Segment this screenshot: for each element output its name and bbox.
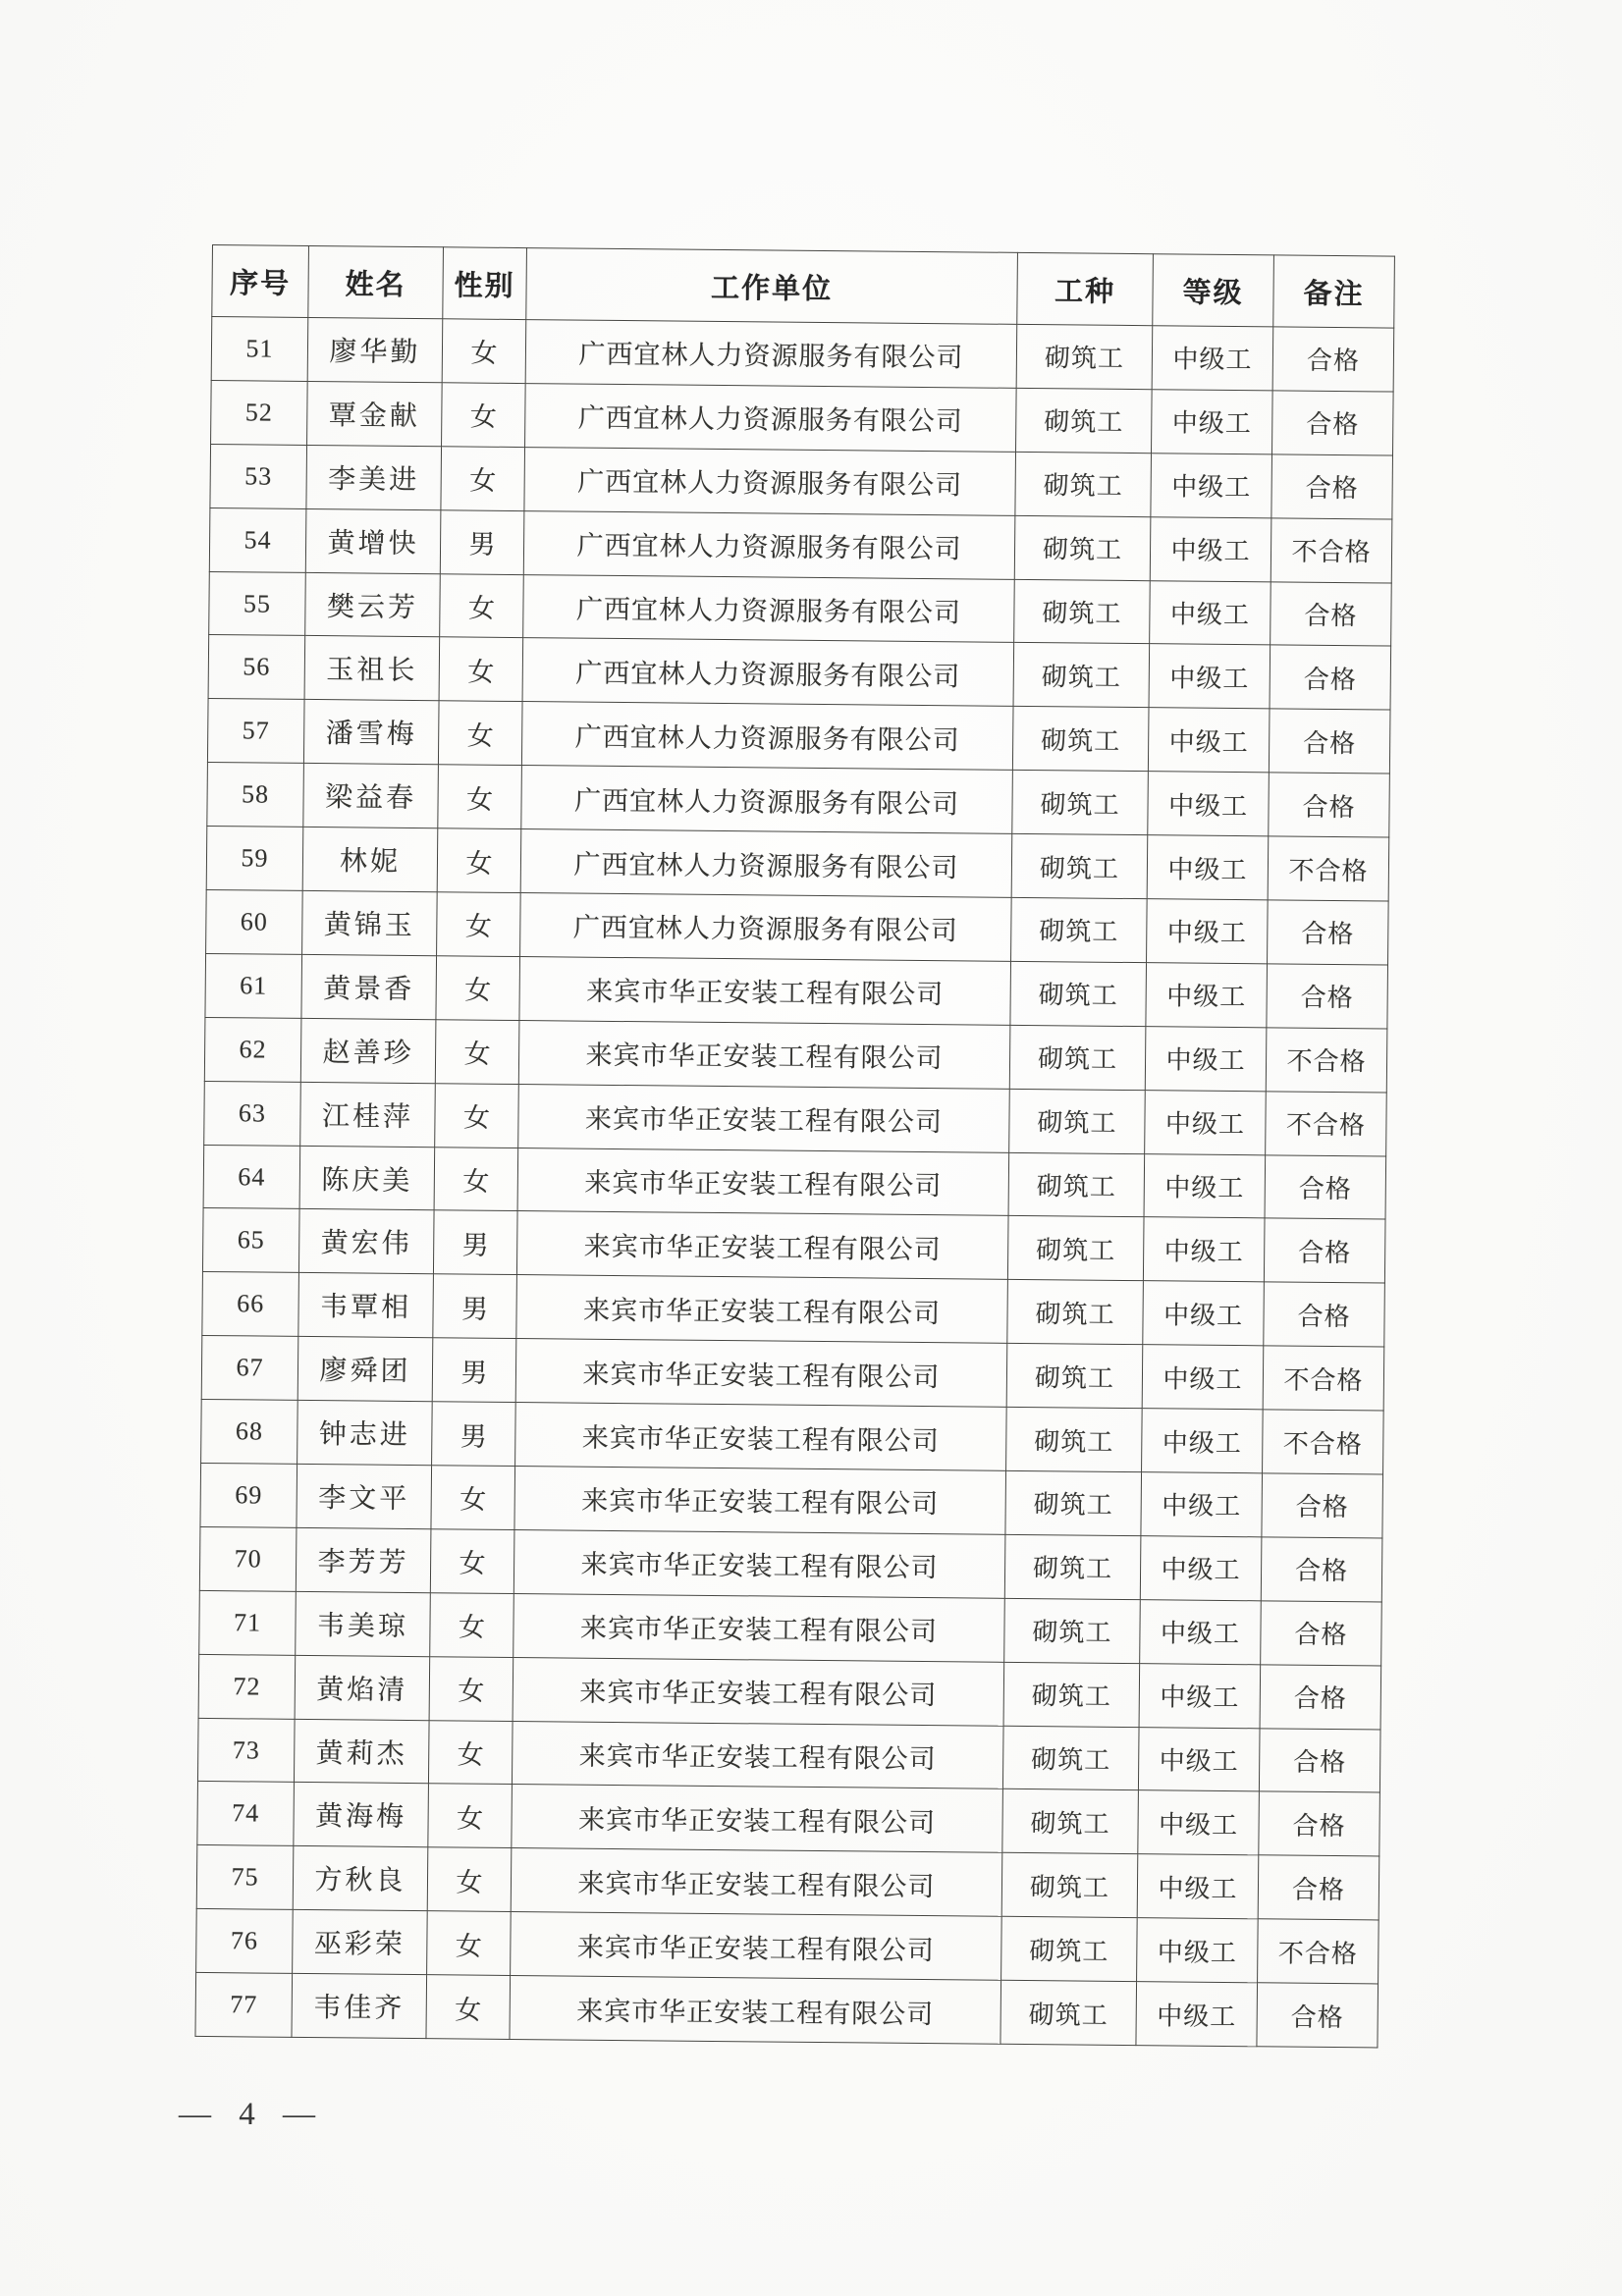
cell-gender: 女 [435, 1083, 519, 1148]
cell-serial-number: 53 [210, 444, 307, 508]
cell-name: 廖舜团 [297, 1337, 433, 1402]
cell-remark: 合格 [1269, 709, 1390, 774]
cell-gender: 女 [441, 447, 525, 511]
cell-remark: 不合格 [1268, 836, 1389, 901]
cell-work-unit: 广西宜林人力资源服务有限公司 [520, 829, 1012, 898]
table-row [208, 635, 1391, 710]
cell-job-type: 砌筑工 [1003, 1662, 1140, 1727]
cell-gender: 男 [440, 509, 524, 574]
cell-serial-number: 52 [211, 380, 308, 445]
cell-grade: 中级工 [1142, 1409, 1264, 1473]
cell-grade: 中级工 [1152, 326, 1273, 391]
column-header-gender: 性别 [443, 247, 527, 320]
table-row [203, 1145, 1386, 1219]
cell-work-unit: 广西宜林人力资源服务有限公司 [525, 383, 1017, 452]
cell-serial-number: 70 [199, 1526, 297, 1591]
qualification-results-table [194, 244, 1394, 2049]
cell-gender: 女 [427, 1847, 512, 1912]
cell-remark: 合格 [1264, 1218, 1385, 1283]
cell-work-unit: 广西宜林人力资源服务有限公司 [520, 893, 1012, 962]
cell-job-type: 砌筑工 [1012, 707, 1149, 772]
cell-job-type: 砌筑工 [1005, 1470, 1142, 1535]
cell-grade: 中级工 [1151, 453, 1272, 517]
table-row [201, 1400, 1384, 1474]
cell-job-type: 砌筑工 [1014, 515, 1151, 580]
cell-gender: 女 [442, 319, 526, 384]
cell-work-unit: 来宾市华正安装工程有限公司 [518, 1020, 1010, 1089]
cell-job-type: 砌筑工 [1012, 771, 1149, 835]
table-row [211, 380, 1394, 454]
cell-gender: 女 [437, 828, 521, 893]
cell-grade: 中级工 [1141, 1472, 1263, 1537]
cell-serial-number: 55 [209, 571, 306, 636]
cell-name: 李文平 [297, 1464, 432, 1528]
cell-name: 梁益春 [303, 764, 439, 828]
cell-name: 黄增快 [305, 508, 441, 573]
cell-grade: 中级工 [1148, 772, 1270, 836]
cell-name: 林妮 [302, 828, 438, 892]
cell-grade: 中级工 [1140, 1536, 1262, 1601]
cell-job-type: 砌筑工 [1013, 643, 1150, 708]
cell-grade: 中级工 [1140, 1599, 1262, 1664]
cell-gender: 女 [434, 1147, 518, 1211]
cell-remark: 合格 [1271, 391, 1393, 455]
cell-work-unit: 来宾市华正安装工程有限公司 [517, 1148, 1009, 1216]
cell-serial-number: 63 [204, 1081, 301, 1146]
cell-serial-number: 71 [199, 1590, 297, 1655]
cell-work-unit: 来宾市华正安装工程有限公司 [516, 1275, 1008, 1344]
cell-gender: 女 [428, 1720, 513, 1785]
cell-job-type: 砌筑工 [1008, 1152, 1145, 1217]
cell-job-type: 砌筑工 [1006, 1344, 1143, 1409]
cell-name: 方秋良 [293, 1846, 428, 1911]
cell-grade: 中级工 [1138, 1727, 1260, 1791]
cell-name: 韦佳齐 [292, 1974, 427, 2039]
cell-grade: 中级工 [1138, 1790, 1260, 1855]
table-row [202, 1272, 1385, 1347]
cell-serial-number: 75 [196, 1845, 294, 1910]
table-body [195, 317, 1394, 2049]
cell-serial-number: 68 [201, 1400, 298, 1465]
column-header-name: 姓名 [308, 245, 444, 318]
cell-gender: 女 [430, 1529, 514, 1594]
cell-work-unit: 来宾市华正安装工程有限公司 [515, 1339, 1007, 1408]
cell-grade: 中级工 [1143, 1281, 1265, 1346]
cell-gender: 女 [431, 1466, 515, 1530]
cell-grade: 中级工 [1137, 1918, 1259, 1983]
cell-serial-number: 74 [197, 1782, 295, 1846]
cell-serial-number: 77 [195, 1973, 293, 2038]
cell-work-unit: 广西宜林人力资源服务有限公司 [523, 510, 1015, 579]
column-header-grade: 等级 [1153, 254, 1274, 327]
cell-grade: 中级工 [1143, 1217, 1265, 1282]
cell-serial-number: 65 [202, 1208, 299, 1273]
cell-gender: 女 [439, 637, 523, 702]
cell-job-type: 砌筑工 [1016, 388, 1153, 453]
cell-job-type: 砌筑工 [1004, 1598, 1141, 1663]
cell-job-type: 砌筑工 [1004, 1534, 1141, 1599]
cell-name: 李美进 [306, 445, 442, 509]
column-header-work-unit: 工作单位 [526, 248, 1018, 325]
table-row [206, 827, 1389, 901]
table-row [200, 1463, 1383, 1537]
cell-grade: 中级工 [1148, 708, 1270, 773]
cell-work-unit: 来宾市华正安装工程有限公司 [512, 1721, 1003, 1789]
table-row [196, 1845, 1379, 1920]
cell-work-unit: 来宾市华正安装工程有限公司 [511, 1848, 1002, 1917]
cell-remark: 合格 [1272, 327, 1394, 392]
cell-job-type: 砌筑工 [1014, 579, 1151, 644]
table-row [210, 444, 1393, 518]
cell-job-type: 砌筑工 [1009, 1025, 1146, 1090]
cell-name: 钟志进 [297, 1401, 433, 1466]
cell-work-unit: 广西宜林人力资源服务有限公司 [521, 766, 1013, 834]
table-row [205, 953, 1388, 1028]
cell-job-type: 砌筑工 [1002, 1789, 1139, 1854]
cell-gender: 男 [432, 1338, 516, 1403]
cell-name: 黄宏伟 [298, 1209, 434, 1274]
page-number: — 4 — [179, 2097, 325, 2132]
cell-gender: 男 [432, 1402, 516, 1467]
cell-name: 李芳芳 [296, 1527, 431, 1592]
results-table-container [194, 244, 1394, 2049]
cell-gender: 女 [428, 1784, 513, 1848]
cell-remark: 合格 [1258, 1855, 1379, 1920]
table-row [201, 1336, 1384, 1411]
table-row [199, 1526, 1382, 1601]
cell-work-unit: 来宾市华正安装工程有限公司 [511, 1912, 1002, 1981]
cell-job-type: 砌筑工 [1016, 324, 1153, 389]
cell-job-type: 砌筑工 [1007, 1216, 1144, 1281]
table-row [209, 507, 1392, 582]
cell-work-unit: 来宾市华正安装工程有限公司 [515, 1403, 1007, 1471]
table-row [195, 1973, 1379, 2048]
cell-work-unit: 广西宜林人力资源服务有限公司 [521, 702, 1013, 771]
cell-remark: 合格 [1265, 1154, 1386, 1219]
cell-remark: 合格 [1269, 773, 1390, 837]
cell-name: 陈庆美 [299, 1146, 435, 1210]
table-row [197, 1718, 1380, 1792]
cell-grade: 中级工 [1150, 516, 1271, 581]
cell-gender: 女 [429, 1656, 514, 1721]
cell-serial-number: 73 [197, 1718, 295, 1783]
cell-gender: 女 [426, 1975, 511, 2040]
cell-grade: 中级工 [1142, 1345, 1264, 1410]
cell-gender: 男 [433, 1210, 517, 1275]
table-row [196, 1909, 1379, 1984]
cell-name: 黄海梅 [294, 1783, 429, 1847]
cell-work-unit: 来宾市华正安装工程有限公司 [519, 956, 1011, 1025]
cell-remark: 合格 [1260, 1665, 1381, 1730]
cell-serial-number: 54 [209, 507, 306, 572]
cell-work-unit: 来宾市华正安装工程有限公司 [514, 1467, 1006, 1535]
cell-job-type: 砌筑工 [1001, 1853, 1138, 1918]
cell-remark: 合格 [1259, 1728, 1380, 1792]
cell-work-unit: 广西宜林人力资源服务有限公司 [525, 320, 1017, 389]
cell-grade: 中级工 [1145, 1090, 1267, 1154]
cell-gender: 女 [438, 701, 522, 766]
cell-gender: 女 [435, 1020, 519, 1085]
table-row [197, 1782, 1380, 1856]
cell-remark: 合格 [1259, 1791, 1380, 1856]
cell-grade: 中级工 [1136, 1982, 1258, 2047]
cell-grade: 中级工 [1149, 644, 1271, 709]
cell-remark: 合格 [1268, 900, 1389, 965]
cell-remark: 不合格 [1263, 1346, 1384, 1411]
cell-serial-number: 72 [198, 1654, 296, 1719]
cell-name: 玉祖长 [304, 636, 440, 701]
cell-remark: 合格 [1261, 1537, 1382, 1602]
cell-work-unit: 来宾市华正安装工程有限公司 [514, 1529, 1005, 1598]
table-row [207, 763, 1390, 837]
column-header-job-type: 工种 [1017, 252, 1154, 325]
table-row [209, 571, 1392, 646]
table-row [204, 1017, 1387, 1092]
cell-work-unit: 来宾市华正安装工程有限公司 [514, 1593, 1005, 1662]
cell-job-type: 砌筑工 [1010, 961, 1147, 1026]
cell-work-unit: 广西宜林人力资源服务有限公司 [523, 574, 1015, 643]
cell-name: 廖华勤 [307, 317, 443, 382]
cell-serial-number: 58 [207, 763, 304, 828]
cell-name: 黄景香 [301, 954, 437, 1019]
table-row [204, 1081, 1387, 1155]
table-row [198, 1654, 1381, 1729]
cell-remark: 不合格 [1263, 1410, 1384, 1474]
cell-name: 赵善珍 [300, 1018, 436, 1083]
cell-work-unit: 来宾市华正安装工程有限公司 [512, 1785, 1003, 1853]
cell-work-unit: 来宾市华正安装工程有限公司 [518, 1084, 1010, 1152]
cell-gender: 女 [427, 1911, 512, 1976]
cell-name: 巫彩荣 [293, 1910, 428, 1975]
cell-grade: 中级工 [1147, 835, 1269, 900]
table-row [207, 699, 1390, 774]
cell-name: 韦覃相 [298, 1273, 434, 1338]
cell-remark: 不合格 [1258, 1919, 1379, 1984]
cell-remark: 合格 [1264, 1282, 1385, 1347]
cell-name: 黄焰清 [295, 1655, 430, 1720]
cell-remark: 合格 [1267, 964, 1388, 1029]
cell-name: 韦美琼 [296, 1591, 431, 1656]
cell-remark: 合格 [1261, 1601, 1382, 1666]
table-row [199, 1590, 1382, 1665]
cell-job-type: 砌筑工 [1011, 897, 1148, 962]
cell-serial-number: 67 [201, 1336, 298, 1401]
cell-gender: 男 [433, 1274, 517, 1339]
cell-grade: 中级工 [1145, 1026, 1267, 1091]
table-header-row [212, 245, 1395, 329]
cell-job-type: 砌筑工 [1011, 833, 1148, 898]
cell-remark: 不合格 [1271, 518, 1392, 583]
cell-remark: 合格 [1271, 581, 1392, 646]
cell-remark: 不合格 [1266, 1028, 1387, 1093]
cell-gender: 女 [442, 383, 526, 448]
cell-name: 覃金献 [307, 381, 443, 446]
cell-grade: 中级工 [1152, 390, 1273, 454]
cell-gender: 女 [440, 573, 524, 638]
cell-serial-number: 59 [206, 827, 303, 891]
cell-job-type: 砌筑工 [1001, 1917, 1138, 1982]
cell-job-type: 砌筑工 [1006, 1407, 1143, 1471]
table-row [211, 317, 1394, 392]
cell-work-unit: 广西宜林人力资源服务有限公司 [522, 638, 1014, 707]
cell-gender: 女 [430, 1593, 514, 1658]
cell-serial-number: 64 [203, 1145, 300, 1209]
cell-serial-number: 61 [205, 953, 302, 1018]
cell-work-unit: 来宾市华正安装工程有限公司 [513, 1657, 1004, 1726]
cell-grade: 中级工 [1139, 1663, 1261, 1728]
cell-serial-number: 66 [202, 1272, 299, 1337]
cell-job-type: 砌筑工 [1002, 1726, 1139, 1790]
cell-grade: 中级工 [1147, 899, 1269, 964]
table-header [212, 245, 1395, 329]
column-header-remark: 备注 [1273, 255, 1395, 328]
cell-grade: 中级工 [1150, 580, 1271, 645]
cell-job-type: 砌筑工 [1000, 1980, 1137, 2045]
cell-name: 潘雪梅 [303, 700, 439, 765]
cell-name: 黄锦玉 [302, 890, 438, 955]
cell-serial-number: 57 [207, 699, 304, 764]
cell-work-unit: 来宾市华正安装工程有限公司 [516, 1211, 1008, 1280]
cell-serial-number: 56 [208, 635, 305, 700]
cell-gender: 女 [437, 892, 521, 957]
cell-serial-number: 69 [200, 1463, 297, 1527]
cell-serial-number: 76 [196, 1909, 294, 1974]
cell-work-unit: 广西宜林人力资源服务有限公司 [524, 447, 1016, 515]
cell-remark: 合格 [1270, 645, 1391, 710]
cell-job-type: 砌筑工 [1009, 1089, 1146, 1153]
cell-name: 樊云芳 [305, 572, 441, 637]
cell-grade: 中级工 [1144, 1153, 1266, 1218]
cell-gender: 女 [436, 956, 520, 1021]
cell-gender: 女 [438, 765, 522, 829]
column-header-serial-number: 序号 [212, 245, 309, 318]
cell-serial-number: 60 [206, 889, 303, 954]
cell-work-unit: 来宾市华正安装工程有限公司 [510, 1976, 1001, 2045]
cell-grade: 中级工 [1137, 1854, 1259, 1919]
cell-remark: 合格 [1262, 1473, 1383, 1538]
cell-job-type: 砌筑工 [1015, 452, 1152, 516]
cell-remark: 合格 [1271, 454, 1393, 519]
cell-name: 江桂萍 [300, 1082, 436, 1147]
cell-job-type: 砌筑工 [1007, 1280, 1144, 1345]
cell-serial-number: 62 [204, 1017, 301, 1082]
table-row [202, 1208, 1385, 1283]
cell-name: 黄莉杰 [294, 1719, 429, 1784]
cell-serial-number: 51 [211, 317, 308, 382]
cell-grade: 中级工 [1146, 963, 1268, 1028]
table-row [206, 889, 1389, 964]
cell-remark: 不合格 [1266, 1092, 1387, 1156]
cell-remark: 合格 [1257, 1983, 1379, 2048]
